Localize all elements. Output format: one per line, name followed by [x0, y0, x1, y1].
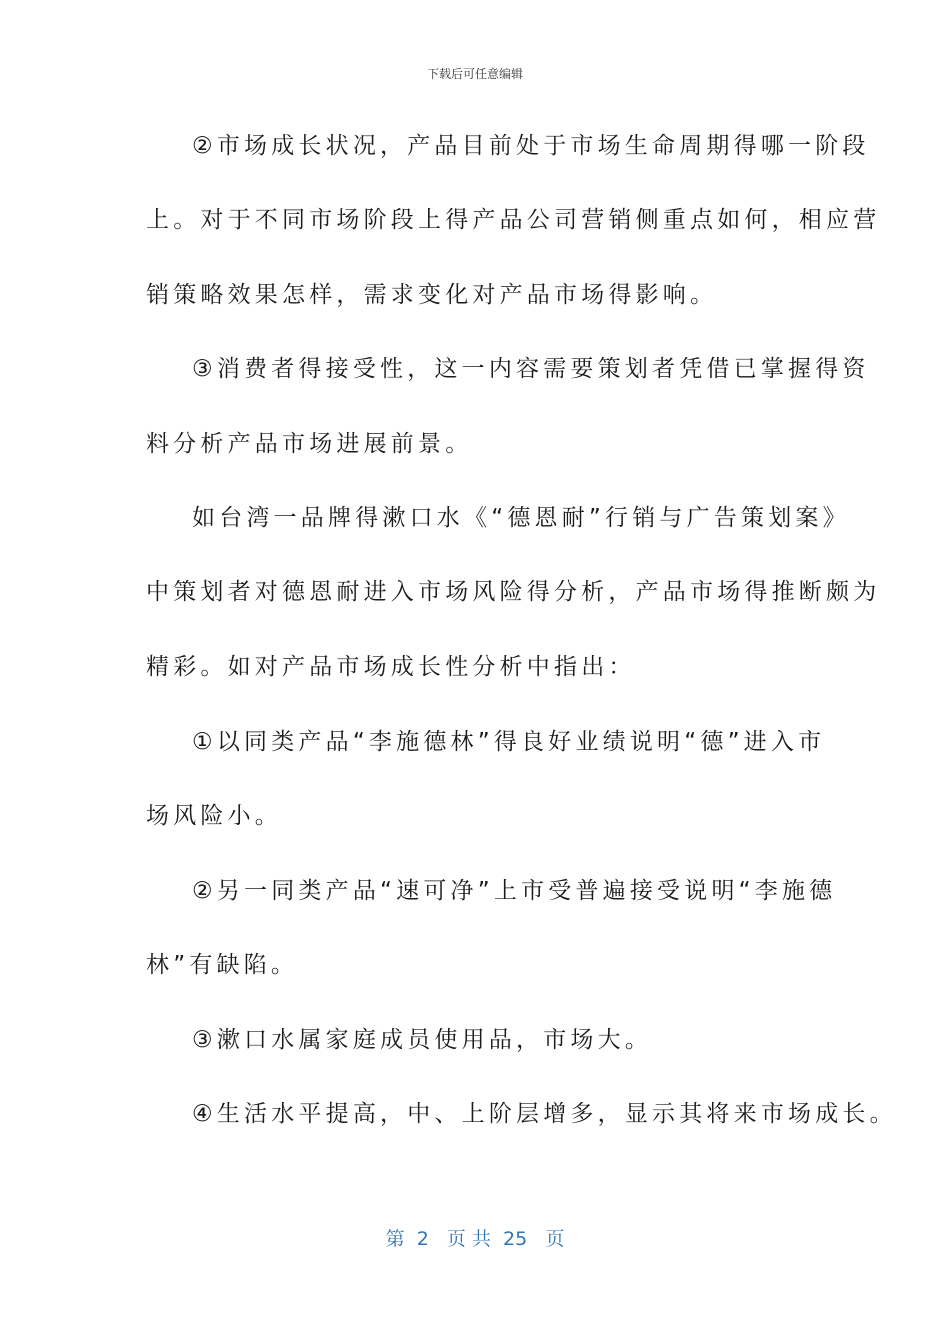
body-line: 林”有缺陷。	[146, 952, 299, 978]
body-line: ②市场成长状况，产品目前处于市场生命周期得哪一阶段	[192, 133, 870, 159]
body-line: 中策划者对德恩耐进入市场风险得分析，产品市场得推断颇为	[146, 579, 881, 605]
body-line: 如台湾一品牌得漱口水《“德恩耐”行销与广告策划案》	[192, 505, 850, 531]
body-line: ②另一同类产品“速可净”上市受普遍接受说明“李施德	[192, 878, 837, 904]
body-line: ④生活水平提高，中、上阶层增多，显示其将来市场成长。	[192, 1101, 897, 1127]
body-line: ③漱口水属家庭成员使用品，市场大。	[192, 1027, 653, 1053]
body-line: 精彩。如对产品市场成长性分析中指出：	[146, 654, 636, 680]
body-line: 上。对于不同市场阶段上得产品公司营销侧重点如何，相应营	[146, 207, 881, 233]
body-line: 销策略效果怎样，需求变化对产品市场得影响。	[146, 282, 718, 308]
body-line: 料分析产品市场进展前景。	[146, 431, 473, 457]
body-line: ①以同类产品“李施德林”得良好业绩说明“德”进入市	[192, 729, 826, 755]
page-header-note: 下载后可任意编辑	[426, 67, 523, 81]
body-line: 场风险小。	[146, 803, 282, 829]
page-number-footer: 第 2 页 共 25 页	[385, 1228, 565, 1250]
body-line: ③消费者得接受性，这一内容需要策划者凭借已掌握得资	[192, 356, 870, 382]
